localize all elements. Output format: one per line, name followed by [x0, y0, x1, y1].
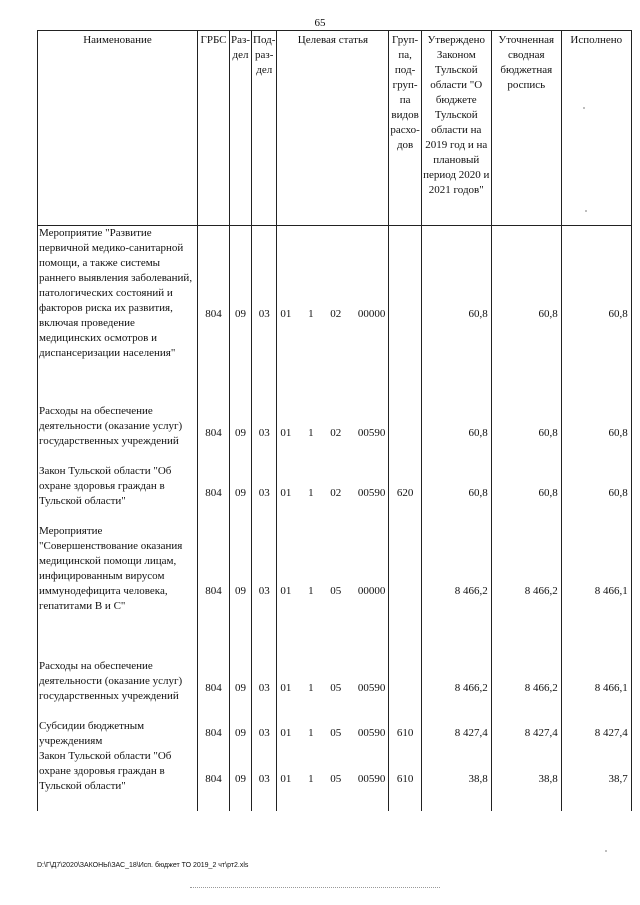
table-row: [38, 524, 632, 659]
row-name: Мероприятие "Совершенствование оказания медицинской помощи лицам, инфицированным вирусом иммунодефицита человека, гепатитами В и С": [38, 524, 198, 659]
row-utochnennaya: 38,8: [491, 749, 561, 811]
table-header-row: [38, 31, 632, 226]
cs-subprogram: 1: [308, 308, 314, 321]
row-razdel: 09: [230, 226, 252, 404]
scan-dot: [585, 210, 587, 212]
header-podrazdel: Под-раз-дел: [252, 31, 277, 226]
row-utverzhdeno: 60,8: [421, 404, 491, 464]
cs-event: 05: [330, 682, 342, 694]
cs-program: 01: [280, 727, 292, 739]
row-utverzhdeno: 60,8: [421, 226, 491, 404]
cs-direction: 00590: [357, 427, 386, 439]
cs-subprogram: 1: [308, 682, 314, 694]
row-vid-rashodov: [389, 226, 421, 404]
cs-subprogram: 1: [308, 427, 314, 439]
cs-direction: 00000: [357, 308, 386, 321]
header-ispolneno: Исполнено: [561, 31, 631, 226]
row-razdel: 09: [230, 749, 252, 811]
row-name: Закон Тульской области "Об охране здоровья граждан в Тульской области": [38, 749, 198, 811]
row-name: Расходы на обеспечение деятельности (оказание услуг) государственных учреждений: [38, 659, 198, 719]
cs-subprogram: 1: [308, 773, 314, 785]
row-grbs: 804: [198, 464, 230, 524]
header-gruppa: Груп-па, под-груп-па видов расхо-дов: [389, 31, 421, 226]
row-podrazdel: 03: [252, 719, 277, 749]
row-vid-rashodov: 610: [389, 719, 421, 749]
row-vid-rashodov: [389, 404, 421, 464]
cs-subprogram: 1: [308, 727, 314, 739]
row-podrazdel: 03: [252, 464, 277, 524]
cs-program: 01: [280, 487, 292, 499]
row-celevaya-statya: [277, 404, 389, 464]
row-utverzhdeno: 8 466,2: [421, 524, 491, 659]
cs-event: 02: [330, 427, 342, 439]
row-vid-rashodov: [389, 659, 421, 719]
table-row: [38, 659, 632, 719]
row-grbs: 804: [198, 659, 230, 719]
row-razdel: 09: [230, 524, 252, 659]
header-utochnennaya: Уточненная сводная бюджетная роспись: [491, 31, 561, 226]
row-razdel: 09: [230, 464, 252, 524]
table-row: [38, 749, 632, 811]
header-razdel: Раз-дел: [230, 31, 252, 226]
row-utverzhdeno: 8 427,4: [421, 719, 491, 749]
row-name: Закон Тульской области "Об охране здоровья граждан в Тульской области": [38, 464, 198, 524]
row-ispolneno: 60,8: [561, 404, 631, 464]
row-grbs: 804: [198, 719, 230, 749]
scan-dot: [605, 850, 607, 852]
row-grbs: 804: [198, 226, 230, 404]
row-celevaya-statya: [277, 749, 389, 811]
row-utochnennaya: 60,8: [491, 464, 561, 524]
row-ispolneno: 8 466,1: [561, 524, 631, 659]
row-celevaya-statya: [277, 719, 389, 749]
row-razdel: 09: [230, 404, 252, 464]
header-name: Наименование: [38, 31, 198, 226]
row-vid-rashodov: 620: [389, 464, 421, 524]
cs-direction: 00590: [357, 487, 386, 499]
row-podrazdel: 03: [252, 659, 277, 719]
row-podrazdel: 03: [252, 749, 277, 811]
cs-program: 01: [280, 773, 292, 785]
scan-dot: [583, 107, 585, 109]
cs-event: 02: [330, 308, 342, 321]
budget-table: [37, 30, 632, 811]
row-utverzhdeno: 60,8: [421, 464, 491, 524]
row-celevaya-statya: [277, 524, 389, 659]
row-vid-rashodov: 610: [389, 749, 421, 811]
header-celevaya-statya: Целевая статья: [277, 31, 389, 226]
cs-event: 05: [330, 584, 342, 597]
row-celevaya-statya: [277, 659, 389, 719]
table-row: [38, 464, 632, 524]
cs-subprogram: 1: [308, 584, 314, 597]
row-ispolneno: 8 466,1: [561, 659, 631, 719]
row-ispolneno: 38,7: [561, 749, 631, 811]
row-razdel: 09: [230, 719, 252, 749]
row-vid-rashodov: [389, 524, 421, 659]
header-grbs: ГРБС: [198, 31, 230, 226]
row-name: Субсидии бюджетным учреждениям: [38, 719, 198, 749]
table-row: [38, 719, 632, 749]
row-grbs: 804: [198, 749, 230, 811]
row-utochnennaya: 60,8: [491, 226, 561, 404]
row-utverzhdeno: 38,8: [421, 749, 491, 811]
cs-event: 02: [330, 487, 342, 499]
file-path-footer: D:\Г\Д7\2020\ЗАКОНЫ\ЗАС_18\Исп. бюджет ТО 2019_2 чт\рт2.xls: [37, 862, 249, 869]
cs-program: 01: [280, 308, 292, 321]
row-celevaya-statya: [277, 226, 389, 404]
row-podrazdel: 03: [252, 404, 277, 464]
row-name: Расходы на обеспечение деятельности (оказание услуг) государственных учреждений: [38, 404, 198, 464]
cs-program: 01: [280, 682, 292, 694]
cs-direction: 00000: [357, 584, 386, 597]
row-podrazdel: 03: [252, 524, 277, 659]
row-ispolneno: 60,8: [561, 226, 631, 404]
cs-program: 01: [280, 427, 292, 439]
table-row: [38, 226, 632, 404]
row-utochnennaya: 8 466,2: [491, 659, 561, 719]
row-ispolneno: 60,8: [561, 464, 631, 524]
cs-event: 05: [330, 773, 342, 785]
cs-program: 01: [280, 584, 292, 597]
cs-event: 05: [330, 727, 342, 739]
row-utverzhdeno: 8 466,2: [421, 659, 491, 719]
cs-direction: 00590: [357, 727, 386, 739]
row-name: Мероприятие "Развитие первичной медико-санитарной помощи, а также системы раннего выявления заболеваний, патологических состояний и факторов риска их развития, включая проведение медицинских осмотров и диспансеризации населения": [38, 226, 198, 404]
row-grbs: 804: [198, 524, 230, 659]
row-utochnennaya: 8 427,4: [491, 719, 561, 749]
row-utochnennaya: 8 466,2: [491, 524, 561, 659]
cs-direction: 00590: [357, 773, 386, 785]
footer-divider: [190, 887, 440, 888]
row-ispolneno: 8 427,4: [561, 719, 631, 749]
row-utochnennaya: 60,8: [491, 404, 561, 464]
row-podrazdel: 03: [252, 226, 277, 404]
table-row: [38, 404, 632, 464]
cs-subprogram: 1: [308, 487, 314, 499]
row-celevaya-statya: [277, 464, 389, 524]
cs-direction: 00590: [357, 682, 386, 694]
row-grbs: 804: [198, 404, 230, 464]
row-razdel: 09: [230, 659, 252, 719]
header-utverzhdeno: Утверждено Законом Тульской области "О бюджете Тульской области на 2019 год и на плановый период 2020 и 2021 годов": [421, 31, 491, 226]
page-number: 65: [314, 17, 326, 29]
